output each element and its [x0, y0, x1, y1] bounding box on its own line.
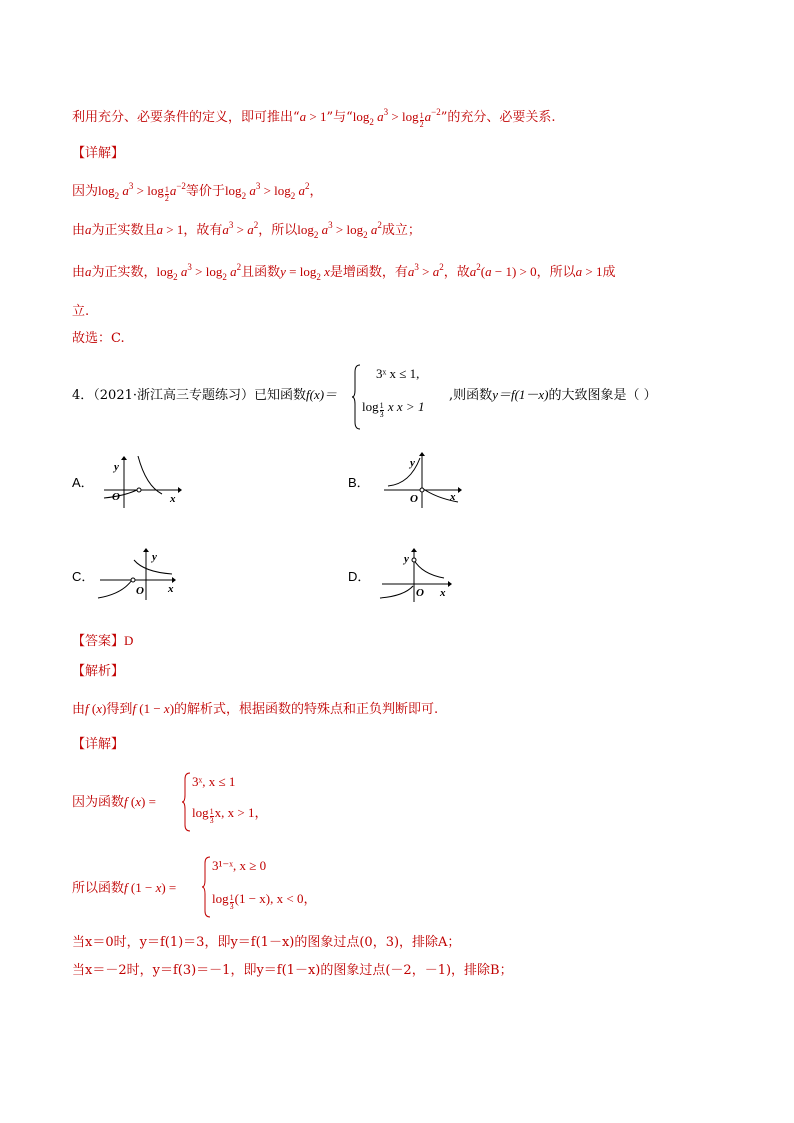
option-b-label[interactable]: B． [348, 475, 370, 490]
derivation-line-3-cont: 立. [72, 304, 90, 319]
solution-line-3: 当x＝0时，y＝f(1)＝3，即y＝f(1－x)的图象过点(0，3)，排除A； [72, 935, 461, 950]
brace-icon [352, 364, 362, 430]
solution-piecewise-1: 3ˣ, x ≤ 1 log $\frac{1}{3}$ x, x > 1， [182, 770, 292, 832]
brace-icon [202, 856, 212, 918]
analysis-tag: 【解析】 [72, 664, 125, 679]
answer-line: 【答案】D [72, 633, 134, 649]
solution-line-4: 当x＝－2时，y＝f(3)＝－1，即y＝f(1－x)的图象过点(－2，－1)，排除B； [72, 963, 513, 978]
derivation-line-3: 由a为正实数，$\log_2 a^3 > \log_2 a^2$且函数$y = \log_2 x$是增函数，有$a^3 > a^2$，故$a^2(a - 1) > 0$，所以a > 1成 [72, 262, 616, 282]
origin-label: O [416, 587, 424, 599]
axis-x-label: x [440, 587, 446, 599]
detail-tag-2: 【详解】 [72, 737, 125, 752]
option-c-graph[interactable] [96, 548, 182, 604]
derivation-line-2: 由a为正实数且a > 1，故有$a^3 > a^2$，所以$\log_2 a^3 > \log_2 a^2$成立； [72, 220, 421, 240]
derivation-line-1: 因为$\log_2 a^3 > \log$ $\frac{1}{2}$ $a^{-2}$等价于$\log_2 a^3 > \log_2 a^2$， [72, 181, 323, 203]
option-a-graph[interactable] [98, 456, 182, 512]
intro-line: 利用充分、必要条件的定义，即可推出“a > 1”与“$\log_2$ $a^3 > \log$ $\frac{1}{2}$ $a^{-2}$”的充分、必要关系. [72, 107, 556, 129]
option-d-label[interactable]: D． [348, 569, 371, 584]
origin-label: O [112, 491, 120, 503]
axis-y-label: y [410, 457, 415, 469]
option-a-label[interactable]: A． [72, 475, 94, 490]
origin-label: O [410, 493, 418, 505]
option-b-graph[interactable] [380, 452, 464, 512]
brace-icon [182, 772, 192, 832]
solution-piecewise-2: 3¹⁻ˣ, x ≥ 0 log $\frac{1}{3}$ (1 − x), x < 0， [202, 854, 342, 918]
axis-x-label: x [450, 491, 456, 503]
solution-line-2: 所以函数f (1 − x) = [72, 880, 177, 896]
question-4: 4．（2021·浙江高三专题练习）已知函数f(x)＝ ,则函数y＝f(1－x)的大致图象是（ ） [72, 387, 657, 403]
axis-y-label: y [404, 553, 409, 565]
axis-y-label: y [152, 551, 157, 563]
analysis-text: 由f (x)得到f (1 − x)的解析式，根据函数的特殊点和正负判断即可. [72, 701, 439, 717]
intro-log-inequality: $\log_2 a^3 > \log$ $\frac{1}{2}$ $a^{-2}$ [352, 107, 441, 129]
solution-line-1: 因为函数f (x) = [72, 794, 156, 810]
detail-tag-1: 【详解】 [72, 146, 125, 161]
option-d-graph[interactable] [378, 548, 462, 604]
axis-x-label: x [168, 583, 174, 595]
axis-x-label: x [170, 493, 176, 505]
choice-line: 故选：C. [72, 331, 125, 346]
axis-y-label: y [114, 461, 119, 473]
origin-label: O [136, 585, 144, 597]
option-c-label[interactable]: C． [72, 569, 95, 584]
question-piecewise: 3ˣ x ≤ 1, log $\frac{1}{3}$ x x > 1 [352, 362, 482, 430]
